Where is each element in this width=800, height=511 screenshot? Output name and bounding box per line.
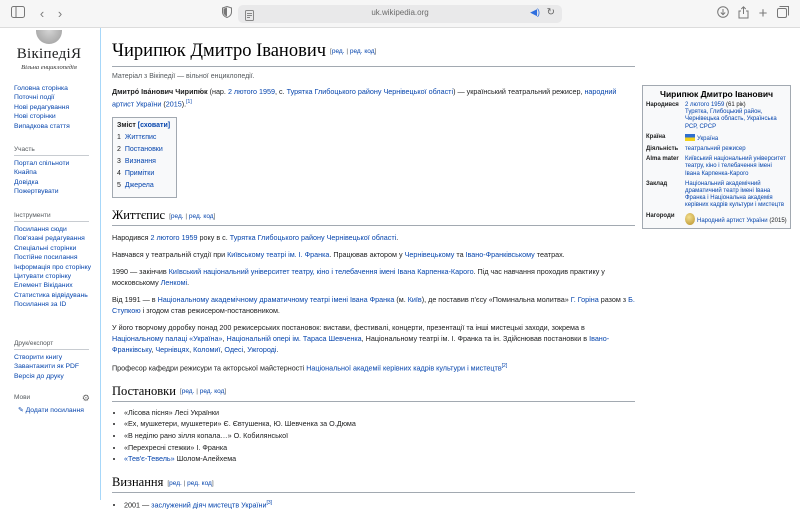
back-icon[interactable]: ‹: [39, 6, 45, 21]
sidebar-item-wikidata-item[interactable]: Елемент Вікіданих: [14, 282, 73, 290]
sidebar-participation: [14, 146, 94, 197]
section-heading-biography: Життєпис [ред. | ред. код]: [112, 208, 635, 226]
list-item: • «Ех, мушкетери, мушкетери» Є. Євтушенка, Ю. Шевченка за О.Дюма: [124, 418, 637, 430]
section-heading-productions: Постановки [ред. | ред. код]: [112, 384, 635, 402]
toc-title: Зміст [сховати]: [117, 122, 171, 130]
inline-link[interactable]: Національній опері ім. Тараса Шевченка: [226, 334, 362, 344]
reference-link[interactable]: [1]: [186, 98, 192, 105]
inline-link[interactable]: Івано-Франківському: [465, 250, 535, 260]
sidebar-toggle-icon[interactable]: [10, 6, 26, 22]
infobox-title: Чирипюк Дмитро Іванович: [659, 89, 773, 99]
sidebar-item-create-book[interactable]: Створити книгу: [14, 354, 63, 361]
intro-paragraph: Дмитро́ Іва́нович Чирипю́к (нар. 2 лютого 1959, с. Турятка Глибоцького району Чернівецької області) — український театральний режисер, народний артист України (2015).[1]: [112, 86, 617, 109]
born-date-link[interactable]: 2 лютого 1959: [685, 102, 725, 108]
reference-link[interactable]: [2]: [501, 363, 508, 370]
tab-overview-icon[interactable]: [775, 6, 791, 22]
infobox: [642, 85, 791, 229]
toc-item[interactable]: 2 Постановки: [117, 146, 163, 154]
sidebar-item-village-pump[interactable]: Кнайпа: [14, 169, 37, 177]
address-bar[interactable]: [238, 5, 562, 23]
list-item: • 2001 — заслужений діяч мистецтв України[3]: [124, 498, 637, 511]
infobox-row-awards: Нагороди Народний артист України (2015): [646, 212, 787, 224]
sidebar-item-page-views[interactable]: Статистика відвідувань: [14, 291, 88, 299]
inline-link[interactable]: Б. Ступкою: [112, 295, 635, 316]
sidebar: [0, 28, 100, 500]
recognition-list: [112, 498, 637, 511]
toc-item[interactable]: 5 Джерела: [117, 182, 154, 190]
sidebar-heading-print: Друк/експорт: [14, 340, 89, 350]
edit-link[interactable]: ред.: [181, 388, 195, 396]
edit-source-link[interactable]: ред. код: [187, 479, 212, 487]
list-item: • «Лісова пісня» Лесі Українки: [124, 407, 637, 419]
sidebar-heading-tools: Інструменти: [14, 212, 89, 222]
country-link[interactable]: Україна: [697, 135, 719, 142]
sidebar-item-main-page[interactable]: Головна сторінка: [14, 85, 68, 92]
inline-link[interactable]: Київ: [407, 295, 422, 305]
sidebar-tools: [14, 212, 94, 310]
sidebar-item-recent-changes[interactable]: Нові редагування: [14, 103, 70, 111]
edit-link[interactable]: ред.: [331, 47, 345, 55]
inline-link[interactable]: заслужений діяч мистецтв України: [151, 500, 267, 510]
sidebar-item-what-links-here[interactable]: Посилання сюди: [14, 226, 67, 233]
logo-wordmark: ВікіпедіЯ: [16, 46, 82, 62]
village-link[interactable]: Турятка Глибоцького району Чернівецької області: [286, 86, 454, 96]
page-title-text: Чирипюк Дмитро Іванович: [112, 41, 327, 61]
sidebar-item-current-events[interactable]: Поточні події: [14, 94, 55, 102]
born-place-link[interactable]: Турятка, Глибоцький район, Чернівецька область, Українська РСР, СРСР: [685, 109, 777, 130]
alma-mater-link[interactable]: Київський національний університет театру, кіно і телебачення імені Івана Карпенка-Карого: [685, 156, 786, 177]
infobox-row-employer: Заклад Національний академічний драматичний театр імені Івана Франка і Національна академія керівних кадрів культури і мистецтв: [646, 180, 785, 209]
forward-icon[interactable]: ›: [57, 6, 63, 21]
toc-item[interactable]: 1 Життєпис: [117, 134, 157, 142]
inline-link[interactable]: Одесі: [224, 345, 244, 355]
inline-link[interactable]: Г. Горіна: [570, 295, 599, 305]
title-link[interactable]: народний артист України: [112, 86, 617, 109]
privacy-shield-icon[interactable]: [219, 6, 235, 22]
title-edit-links: [ред. | ред. код]: [330, 47, 377, 55]
page-title: [112, 40, 635, 67]
sidebar-print-export: [14, 340, 94, 381]
logo-tagline: Вільна енциклопедія: [21, 64, 77, 71]
sidebar-item-random-article[interactable]: Випадкова стаття: [14, 122, 70, 130]
share-icon[interactable]: [735, 6, 751, 22]
add-language-links[interactable]: ✎ Додати посилання: [18, 407, 84, 414]
bio-paragraph: Від 1991 — в Національному академічному драматичному театрі імені Івана Франка (м. Київ), де поставив п'єсу «Поминальна молитва» Г. Горіна разом з Б. Ступкою і згодом став режисером-постановником.: [112, 295, 635, 316]
sidebar-item-link-by-id[interactable]: Посилання за ID: [14, 301, 67, 309]
inline-link[interactable]: 1959: [181, 233, 198, 243]
site-tagline: Матеріал з Вікіпедії — вільної енциклопедії.: [112, 72, 255, 80]
browser-toolbar: [0, 0, 800, 28]
inline-link[interactable]: Ленкомі: [160, 278, 188, 288]
inline-link[interactable]: «Тев'є-Тевель»: [124, 454, 175, 464]
sidebar-item-page-info[interactable]: Інформація про сторінку: [14, 263, 92, 271]
article-body: [112, 40, 637, 511]
infobox-row-country: Країна Україна: [646, 133, 719, 142]
toc-item[interactable]: 3 Визнання: [117, 158, 156, 166]
infobox-row-alma-mater: Alma mater Київський національний університет театру, кіно і телебачення імені Івана Карпенка-Карого: [646, 156, 786, 177]
bio-paragraph: Професор кафедри режисури та акторської майстерності Національної академії керівних кадрів культури і мистецтв[2]: [112, 363, 508, 373]
inline-link[interactable]: Київському театрі ім. І. Франка: [227, 250, 330, 260]
inline-link[interactable]: Київський національний університет театру, кіно і телебачення імені Івана Карпенка-Карого: [168, 267, 474, 277]
award-link[interactable]: Народний артист України: [697, 217, 768, 224]
year-link[interactable]: 2015: [165, 99, 182, 109]
edit-link[interactable]: ред.: [170, 212, 184, 220]
inline-link[interactable]: Турятка Глибоцького району Чернівецької області: [229, 233, 397, 243]
edit-link[interactable]: ред.: [169, 479, 182, 487]
inline-link[interactable]: Національному академічному драматичному театрі імені Івана Франка: [157, 295, 395, 305]
sidebar-item-cite-page[interactable]: Цитувати сторінку: [14, 273, 72, 281]
bio-paragraph: У його творчому доробку понад 200 режисерських постановок: вистави, фестивалі, концерти, презентації та інші мистецькі заходи, зокрема в Національному палаці «Україна», Національній опері ім. Тараса Шевченка, Національному театрі ім. І. Франка та ін. Здійснював постановки в Івано-Франківську, Чернівцях, Коломиї, Одесі, Ужгороді.: [112, 323, 610, 355]
inline-link[interactable]: Чернівцях: [155, 345, 190, 355]
sidebar-heading-languages: Мови: [14, 394, 31, 401]
sidebar-item-special-pages[interactable]: Спеціальні сторінки: [14, 244, 77, 252]
edit-source-link[interactable]: ред. код: [199, 388, 225, 396]
url-text: uk.wikipedia.org: [371, 8, 429, 17]
medal-icon: [685, 213, 695, 225]
sidebar-item-permanent-link[interactable]: Постійне посилання: [14, 254, 78, 262]
table-of-contents: [112, 117, 177, 198]
section-heading-recognition: Визнання [ред. | ред. код]: [112, 475, 635, 493]
inline-link[interactable]: Національної академії керівних кадрів культури і мистецтв: [306, 363, 502, 373]
productions-list: [112, 407, 637, 466]
sidebar-item-community-portal[interactable]: Портал спільноти: [14, 160, 70, 167]
bio-paragraph: Навчався у театральній студії при Київському театрі ім. І. Франка. Працював актором у Чернівецькому та Івано-Франківському театрах.: [112, 250, 565, 260]
infobox-row-born: Народився 2 лютого 1959 (61 рік) Турятка, Глибоцький район, Чернівецька область, Українська РСР, СРСР: [646, 102, 777, 130]
edit-source-link[interactable]: ред. код: [188, 212, 214, 220]
gear-icon[interactable]: ⚙: [81, 393, 90, 403]
sidebar-nav: [14, 84, 94, 131]
birth-year-link[interactable]: 1959: [259, 86, 276, 96]
inline-link[interactable]: Національному палаці «Україна»: [112, 334, 223, 344]
toc-toggle[interactable]: [сховати]: [137, 122, 171, 130]
sidebar-item-printable-version[interactable]: Версія до друку: [14, 372, 64, 380]
list-item: • «Перехресні стежки» І. Франка: [124, 442, 637, 454]
inline-link[interactable]: 2 лютого: [150, 233, 180, 243]
content-area: [100, 28, 800, 510]
sidebar-item-related-changes[interactable]: Пов'язані редагування: [14, 235, 85, 243]
list-item: • «Тев'є-Тевель» Шолом-Алейхема: [124, 453, 637, 465]
inline-link[interactable]: Івано-Франківську: [112, 334, 610, 355]
section-edit-links: [ред. | ред. код]: [167, 479, 214, 487]
sidebar-languages: [14, 394, 94, 415]
list-item: • «В неділю рано зілля копала…» О. Кобилянської: [124, 430, 637, 442]
inline-link[interactable]: Коломиї: [193, 345, 221, 355]
sidebar-item-new-pages[interactable]: Нові сторінки: [14, 113, 56, 121]
birth-day-link[interactable]: 2 лютого: [227, 86, 258, 96]
inline-link[interactable]: Ужгороді: [247, 345, 277, 355]
sidebar-item-help[interactable]: Довідка: [14, 178, 39, 186]
employer-link[interactable]: Національний академічний драматичний театр імені Івана Франка і Національна академія керівних кадрів культури і мистецтв: [685, 180, 785, 209]
reload-icon[interactable]: ↻: [546, 7, 555, 18]
section-edit-links: [ред. | ред. код]: [179, 388, 227, 396]
reference-link[interactable]: [3]: [266, 500, 273, 507]
subject-name: Дмитро́ Іва́нович Чирипю́к: [112, 86, 208, 96]
ukraine-flag-icon: [685, 134, 695, 141]
activity-link[interactable]: театральний режисер: [685, 146, 746, 153]
toc-item[interactable]: 4 Примітки: [117, 170, 155, 178]
edit-source-link[interactable]: ред. код: [349, 47, 375, 55]
sidebar-item-download-pdf[interactable]: Завантажити як PDF: [14, 363, 80, 371]
bio-paragraph: Народився 2 лютого 1959 року в с. Турятка Глибоцького району Чернівецької області.: [112, 233, 399, 243]
sidebar-heading-participation: Участь: [14, 146, 89, 156]
inline-link[interactable]: Чернівецькому: [404, 250, 455, 260]
download-icon[interactable]: [715, 6, 731, 22]
new-tab-icon[interactable]: +: [758, 5, 768, 22]
infobox-row-activity: Діяльність театральний режисер: [646, 146, 746, 153]
speaker-icon[interactable]: ◀︎): [530, 7, 540, 17]
section-edit-links: [ред. | ред. код]: [169, 212, 216, 220]
globe-icon: [36, 30, 62, 44]
sidebar-item-donate[interactable]: Пожертвувати: [14, 188, 59, 196]
bio-paragraph: 1990 — закінчив Київський національний університет театру, кіно і телебачення імені Івана Карпенка-Карого. Під час навчання проходив практику у московському Ленкомі.: [112, 267, 605, 288]
